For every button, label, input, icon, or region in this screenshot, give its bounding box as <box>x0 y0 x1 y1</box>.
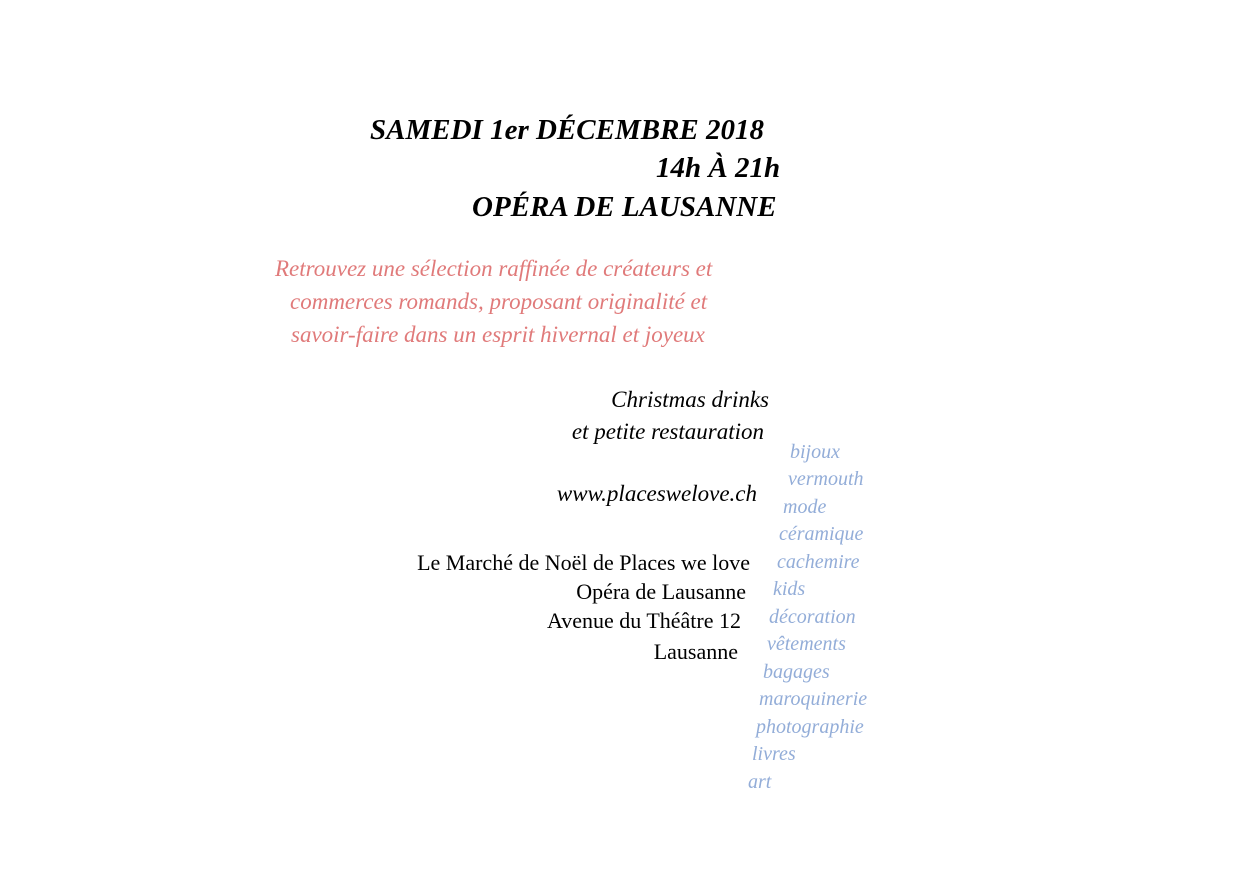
extras-food: et petite restauration <box>571 419 764 444</box>
event-date: SAMEDI 1er DÉCEMBRE 2018 <box>370 114 765 146</box>
event-hours: 14h À 21h <box>656 152 781 184</box>
category-item: vêtements <box>767 633 846 655</box>
event-venue: OPÉRA DE LAUSANNE <box>472 191 777 223</box>
category-item: maroquinerie <box>759 688 868 710</box>
address-street: Avenue du Théâtre 12 <box>546 608 741 633</box>
address-place: Opéra de Lausanne <box>576 579 746 604</box>
category-item: décoration <box>769 606 856 628</box>
category-item: photographie <box>756 716 864 738</box>
description-line: Retrouvez une sélection raffinée de créateurs et <box>275 256 713 281</box>
category-item: livres <box>752 743 796 765</box>
description-line: savoir-faire dans un esprit hivernal et joyeux <box>291 322 705 347</box>
category-item: bijoux <box>790 441 840 463</box>
description-line: commerces romands, proposant originalité et <box>290 289 708 314</box>
address-name: Le Marché de Noël de Places we love <box>417 550 750 575</box>
category-item: cachemire <box>777 551 860 573</box>
category-item: art <box>748 771 772 793</box>
website-link[interactable]: www.placeswelove.ch <box>556 481 757 506</box>
category-item: mode <box>783 496 827 518</box>
category-item: bagages <box>763 661 830 683</box>
category-item: céramique <box>779 523 864 545</box>
address-city: Lausanne <box>653 639 738 664</box>
category-item: vermouth <box>788 468 864 490</box>
extras-drinks: Christmas drinks <box>611 387 769 412</box>
category-item: kids <box>773 578 806 600</box>
